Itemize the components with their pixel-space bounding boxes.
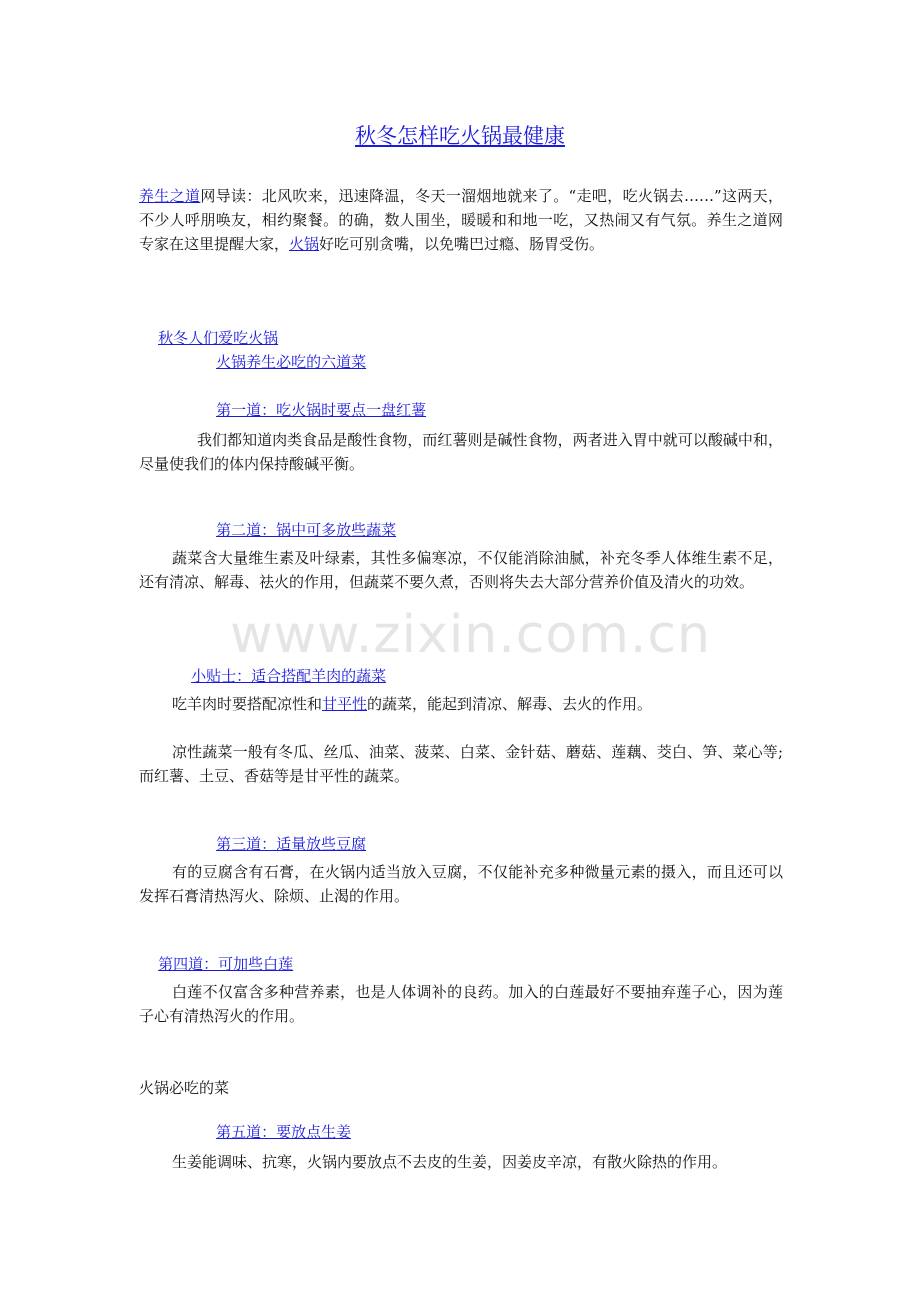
tip-body-2: 凉性蔬菜一般有冬瓜、丝瓜、油菜、菠菜、白菜、金针菇、蘑菇、莲藕、茭白、笋、菜心等;而红薯、土豆、香菇等是甘平性的蔬菜。 — [139, 743, 783, 785]
ganpingxing-link[interactable]: 甘平性 — [322, 695, 368, 713]
dish2-body: 蔬菜含大量维生素及叶绿素，其性多偏寒凉，不仅能消除油腻，补充冬季人体维生素不足，还有清凉、解毒、祛火的作用，但蔬菜不要久煮，否则将失去大部分营养价值及清火的功效。 — [139, 549, 783, 591]
page-title[interactable]: 秋冬怎样吃火锅最健康 — [355, 124, 565, 148]
dish1-body: 我们都知道肉类食品是酸性食物，而红薯则是碱性食物，两者进入胃中就可以酸碱中和，尽量使我们的体内保持酸碱平衡。 — [139, 431, 783, 473]
dish1-heading[interactable]: 第一道：吃火锅时要点一盘红薯 — [216, 401, 427, 419]
huoguo-link[interactable]: 火锅 — [289, 235, 320, 253]
dish5-body: 生姜能调味、抗寒，火锅内要放点不去皮的生姜，因姜皮辛凉，有散火除热的作用。 — [172, 1153, 728, 1171]
section2-heading: 火锅必吃的菜 — [139, 1079, 230, 1097]
section1-subheading[interactable]: 火锅养生必吃的六道菜 — [216, 353, 367, 371]
dish3-heading[interactable]: 第三道：适量放些豆腐 — [216, 835, 367, 853]
dish2-heading[interactable]: 第二道：锅中可多放些蔬菜 — [216, 521, 397, 539]
dish4-heading[interactable]: 第四道：可加些白莲 — [158, 955, 294, 973]
tip-body-1: 吃羊肉时要搭配凉性和甘平性的蔬菜，能起到清凉、解毒、去火的作用。 — [172, 695, 653, 713]
intro-paragraph — [139, 184, 783, 256]
tip-heading[interactable]: 小贴士：适合搭配羊肉的蔬菜 — [191, 667, 387, 685]
dish3-body: 有的豆腐含有石膏，在火锅内适当放入豆腐，不仅能补充多种微量元素的摄入，而且还可以发挥石膏清热泻火、除烦、止渴的作用。 — [139, 863, 783, 905]
section1-heading[interactable]: 秋冬人们爱吃火锅 — [158, 329, 279, 347]
watermark: www.zixin.com.cn — [230, 605, 711, 665]
intro-text-1: 网导读：北风吹来，迅速降温，冬天一溜烟地就来了。“走吧，吃火锅去……”这两天，不少人呼朋唤友，相约聚餐。的确，数人围坐，暖暖和和地一吃，又热闹又有气氛。养生之道网专家在这里提醒大家， — [139, 187, 783, 253]
dish4-body: 白莲不仅富含多种营养素，也是人体调补的良药。加入的白莲最好不要抽弃莲子心，因为莲子心有清热泻火的作用。 — [139, 983, 783, 1025]
yangsheng-link[interactable]: 养生之道 — [139, 187, 201, 205]
dish5-heading[interactable]: 第五道：要放点生姜 — [216, 1123, 352, 1141]
intro-text-2: 好吃可别贪嘴，以免嘴巴过瘾、肠胃受伤。 — [319, 235, 605, 253]
